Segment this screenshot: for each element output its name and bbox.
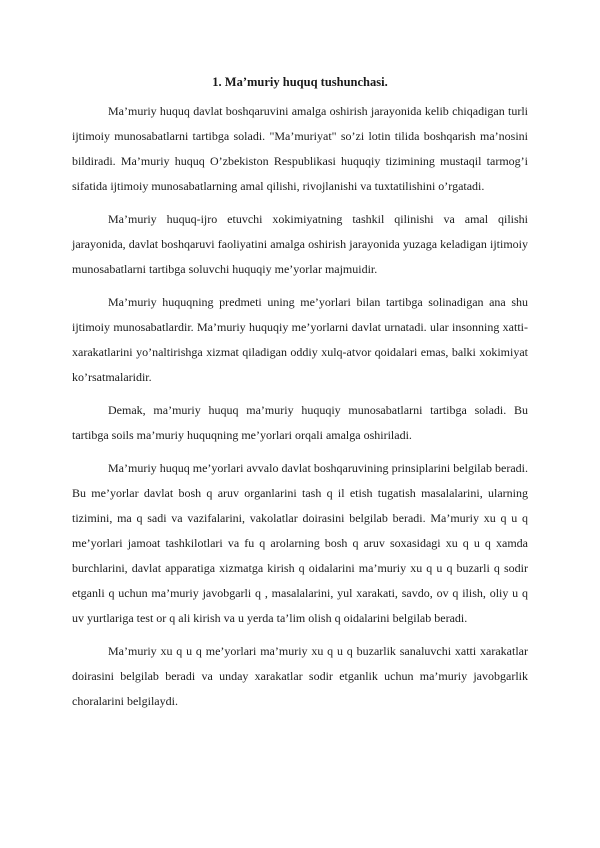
paragraph-2: Ma’muriy huquq-ijro etuvchi xokimiyatning tashkil qilinishi va amal qilishi jarayonida, davlat boshqaruvi faoliyatini amalga oshirish jarayonida yuzaga keladigan ijtimoiy munosabatlarni tartibga soluvchi huquqiy me’yorlar majmuidir. (72, 212, 528, 276)
paragraph-6: Ma’muriy xu q u q me’yorlari ma’muriy xu q u q buzarlik sanaluvchi xatti xarakatlar doirasini belgilab beradi va unday xarakatlar sodir etganlik uchun ma’muriy javobgarlik choralarini belgilaydi. (72, 644, 528, 708)
paragraph-4: Demak, ma’muriy huquq ma’muriy huquqiy munosabatlarni tartibga soladi. Bu tartibga soils ma’muriy huquqning me’yorlari orqali amalga oshiriladi. (72, 403, 528, 442)
document-title: 1. Ma’muriy huquq tushunchasi. (212, 75, 388, 89)
paragraph-5: Ma’muriy huquq me’yorlari avvalo davlat boshqaruvining prinsiplarini belgilab beradi. Bu me’yorlar davlat bosh q aruv organlarini tash q il etish tugatish masalalarini, ularning tizimini, ma q sadi va vazifalarini, vakolatlar doirasini belgilab beradi. Ma’muriy xu q u q me’yorlari jamoat tashkilotlari va fu q arolarning bosh q aruv soxasidagi xu q u q xamda burchlarini, davlat apparatiga xizmatga kirish q oidalarini ma’muriy xu q u q buzarli q sodir etganli q uchun ma’muriy javobgarli q , masalalarini, yul xarakati, savdo, ov q ilish, oliy u q uv yurtlariga test or q ali kirish va u yerda ta’lim olish q oidalarini belgilab beradi. (72, 461, 528, 625)
document-body (72, 70, 528, 722)
paragraph-1: Ma’muriy huquq davlat boshqaruvini amalga oshirish jarayonida kelib chiqadigan turli ijtimoiy munosabatlarni tartibga soladi. "Ma’muriyat" so’zi lotin tilida boshqarish ma’nosini bildiradi. Ma’muriy huquq O’zbekiston Respublikasi huquqiy tizimining mustaqil tarmog’i sifatida ijtimoiy munosabatlarning amal qilishi, rivojlanishi va tuxtatilishini o’rgatadi. (72, 104, 528, 193)
paragraph-3: Ma’muriy huquqning predmeti uning me’yorlari bilan tartibga solinadigan ana shu ijtimoiy munosabatlardir. Ma’muriy huquqiy me’yorlarni davlat urnatadi. ular insonning xatti-xarakatlarini yo’naltirishga xizmat qiladigan oddiy xulq-atvor qoidalari emas, balki xokimiyat ko’rsatmalaridir. (72, 295, 528, 384)
